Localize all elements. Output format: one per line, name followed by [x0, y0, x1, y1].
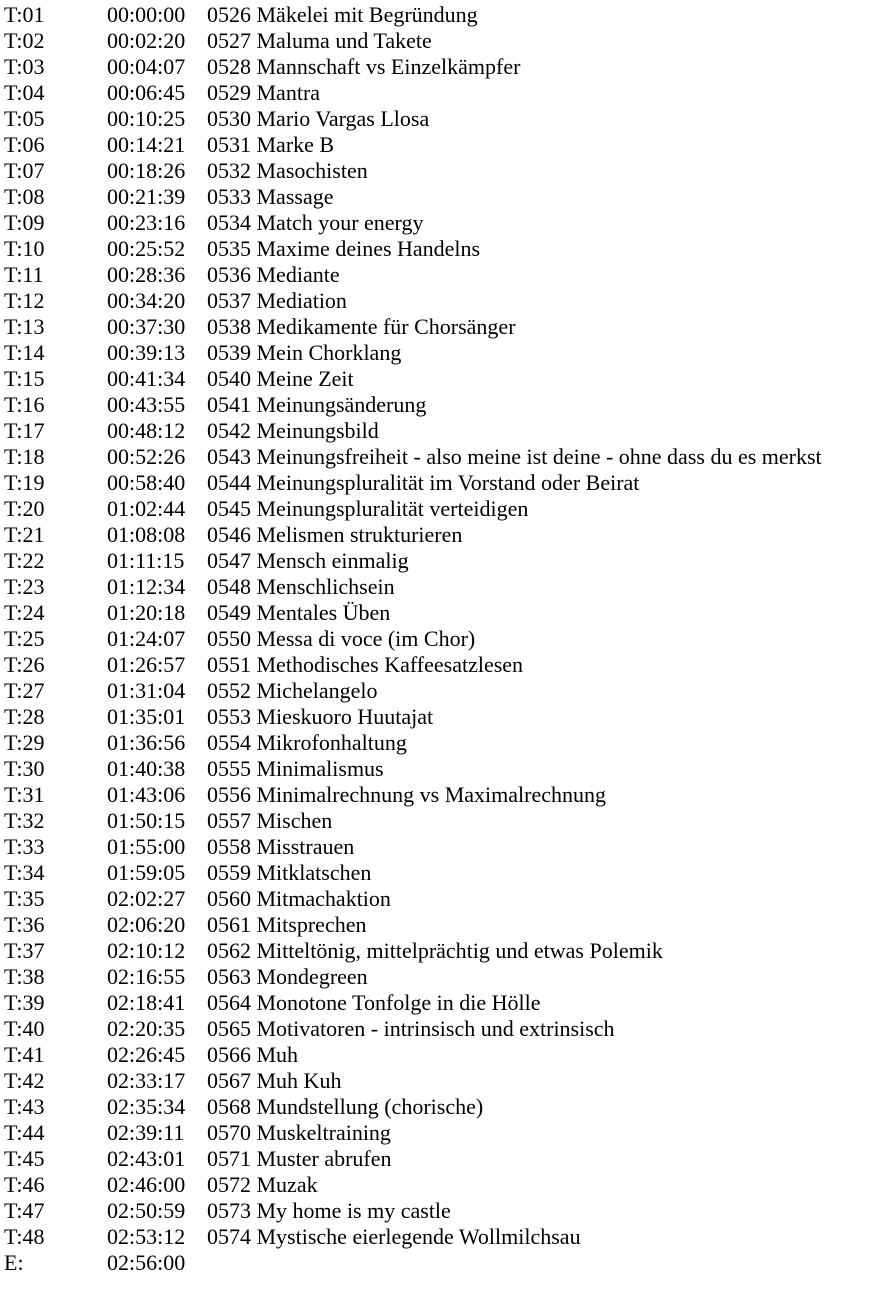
track-title: 0552 Michelangelo [207, 678, 378, 703]
track-row [4, 314, 869, 340]
track-id: T:21 [4, 522, 45, 547]
track-row [4, 652, 869, 678]
track-time: 02:50:59 [107, 1198, 186, 1223]
track-time: 01:31:04 [107, 678, 186, 703]
track-row [4, 28, 869, 54]
track-id: T:14 [4, 340, 45, 365]
track-title: 0543 Meinungsfreiheit - also meine ist deine - ohne dass du es merkst [207, 444, 822, 469]
track-title: 0558 Misstrauen [207, 834, 355, 859]
track-title: 0570 Muskeltraining [207, 1120, 391, 1145]
track-id: T:17 [4, 418, 45, 443]
track-id: T:30 [4, 756, 45, 781]
track-time: 02:53:12 [107, 1224, 186, 1249]
track-row [4, 1016, 869, 1042]
track-time: 00:25:52 [107, 236, 186, 261]
track-time: 02:43:01 [107, 1146, 186, 1171]
track-time: 02:20:35 [107, 1016, 186, 1041]
track-id: E: [4, 1250, 24, 1275]
track-id: T:20 [4, 496, 45, 521]
track-title: 0547 Mensch einmalig [207, 548, 409, 573]
track-time: 00:58:40 [107, 470, 186, 495]
track-row [4, 964, 869, 990]
track-time: 01:40:38 [107, 756, 186, 781]
track-id: T:37 [4, 938, 45, 963]
track-row [4, 704, 869, 730]
track-title: 0571 Muster abrufen [207, 1146, 392, 1171]
track-id: T:43 [4, 1094, 45, 1119]
track-time: 00:00:00 [107, 2, 186, 27]
track-id: T:12 [4, 288, 45, 313]
track-id: T:24 [4, 600, 45, 625]
track-row [4, 730, 869, 756]
track-time: 02:10:12 [107, 938, 186, 963]
track-row [4, 1172, 869, 1198]
track-id: T:07 [4, 158, 45, 183]
track-time: 00:02:20 [107, 28, 186, 53]
track-title: 0562 Mitteltönig, mittelprächtig und etwas Polemik [207, 938, 663, 963]
track-title: 0539 Mein Chorklang [207, 340, 402, 365]
track-title: 0563 Mondegreen [207, 964, 368, 989]
track-title: 0534 Match your energy [207, 210, 424, 235]
track-title: 0541 Meinungsänderung [207, 392, 427, 417]
track-title: 0533 Massage [207, 184, 334, 209]
track-title: 0545 Meinungspluralität verteidigen [207, 496, 529, 521]
track-time: 00:21:39 [107, 184, 186, 209]
track-title: 0561 Mitsprechen [207, 912, 367, 937]
track-row [4, 340, 869, 366]
track-time: 02:56:00 [107, 1250, 186, 1275]
track-time: 01:55:00 [107, 834, 186, 859]
track-time: 02:06:20 [107, 912, 186, 937]
track-title: 0544 Meinungspluralität im Vorstand oder Beirat [207, 470, 640, 495]
track-time: 02:16:55 [107, 964, 186, 989]
track-id: T:02 [4, 28, 45, 53]
track-title: 0531 Marke B [207, 132, 335, 157]
track-row [4, 54, 869, 80]
track-id: T:18 [4, 444, 45, 469]
track-title: 0546 Melismen strukturieren [207, 522, 463, 547]
track-id: T:19 [4, 470, 45, 495]
track-row [4, 1120, 869, 1146]
track-id: T:48 [4, 1224, 45, 1249]
track-title: 0548 Menschlichsein [207, 574, 395, 599]
track-row [4, 496, 869, 522]
track-title: 0554 Mikrofonhaltung [207, 730, 407, 755]
track-row [4, 470, 869, 496]
track-id: T:31 [4, 782, 45, 807]
track-row [4, 834, 869, 860]
track-id: T:03 [4, 54, 45, 79]
track-title: 0566 Muh [207, 1042, 299, 1067]
track-time: 00:39:13 [107, 340, 186, 365]
track-time: 02:46:00 [107, 1172, 186, 1197]
track-id: T:06 [4, 132, 45, 157]
track-time: 02:02:27 [107, 886, 186, 911]
track-title: 0535 Maxime deines Handelns [207, 236, 481, 261]
track-time: 00:06:45 [107, 80, 186, 105]
track-time: 01:08:08 [107, 522, 186, 547]
track-title [207, 1250, 869, 1276]
track-row [4, 2, 869, 28]
track-title: 0560 Mitmachaktion [207, 886, 391, 911]
track-id: T:08 [4, 184, 45, 209]
track-id: T:01 [4, 2, 45, 27]
track-row [4, 80, 869, 106]
track-id: T:38 [4, 964, 45, 989]
track-id: T:28 [4, 704, 45, 729]
track-time: 01:36:56 [107, 730, 186, 755]
track-id: T:25 [4, 626, 45, 651]
track-id: T:45 [4, 1146, 45, 1171]
track-row [4, 236, 869, 262]
track-id: T:15 [4, 366, 45, 391]
track-time: 00:34:20 [107, 288, 186, 313]
track-row [4, 1042, 869, 1068]
track-title: 0572 Muzak [207, 1172, 318, 1197]
track-title: 0542 Meinungsbild [207, 418, 379, 443]
track-time: 00:41:34 [107, 366, 186, 391]
track-id: T:11 [4, 262, 44, 287]
track-id: T:04 [4, 80, 45, 105]
track-time: 01:50:15 [107, 808, 186, 833]
track-id: T:44 [4, 1120, 45, 1145]
track-time: 00:10:25 [107, 106, 186, 131]
track-title: 0565 Motivatoren - intrinsisch und extrinsisch [207, 1016, 615, 1041]
track-title: 0527 Maluma und Takete [207, 28, 432, 53]
track-row [4, 1198, 869, 1224]
track-time: 01:35:01 [107, 704, 186, 729]
track-title: 0567 Muh Kuh [207, 1068, 342, 1093]
track-id: T:42 [4, 1068, 45, 1093]
track-title: 0537 Mediation [207, 288, 347, 313]
track-row [4, 366, 869, 392]
track-title: 0528 Mannschaft vs Einzelkämpfer [207, 54, 521, 79]
track-title: 0536 Mediante [207, 262, 340, 287]
track-id: T:46 [4, 1172, 45, 1197]
track-time: 02:35:34 [107, 1094, 186, 1119]
track-row [4, 938, 869, 964]
track-id: T:29 [4, 730, 45, 755]
track-id: T:35 [4, 886, 45, 911]
track-time: 01:59:05 [107, 860, 186, 885]
track-id: T:27 [4, 678, 45, 703]
track-id: T:36 [4, 912, 45, 937]
track-title: 0573 My home is my castle [207, 1198, 451, 1223]
track-id: T:05 [4, 106, 45, 131]
track-title: 0540 Meine Zeit [207, 366, 354, 391]
track-row [4, 678, 869, 704]
track-row [4, 444, 869, 470]
track-id: T:09 [4, 210, 45, 235]
track-time: 02:39:11 [107, 1120, 185, 1145]
track-time: 02:26:45 [107, 1042, 186, 1067]
track-title: 0530 Mario Vargas Llosa [207, 106, 430, 131]
track-title: 0559 Mitklatschen [207, 860, 372, 885]
track-time: 00:52:26 [107, 444, 186, 469]
track-title: 0551 Methodisches Kaffeesatzlesen [207, 652, 524, 677]
track-row [4, 1146, 869, 1172]
track-time: 00:48:12 [107, 418, 186, 443]
track-title: 0532 Masochisten [207, 158, 368, 183]
track-id: T:26 [4, 652, 45, 677]
track-row [4, 886, 869, 912]
track-row [4, 600, 869, 626]
track-time: 01:02:44 [107, 496, 186, 521]
track-id: T:34 [4, 860, 45, 885]
track-row [4, 860, 869, 886]
track-title: 0564 Monotone Tonfolge in die Hölle [207, 990, 541, 1015]
track-row [4, 1224, 869, 1250]
track-time: 00:37:30 [107, 314, 186, 339]
track-row [4, 262, 869, 288]
track-row [4, 990, 869, 1016]
track-row [4, 288, 869, 314]
track-title: 0538 Medikamente für Chorsänger [207, 314, 516, 339]
track-row [4, 522, 869, 548]
track-id: T:40 [4, 1016, 45, 1041]
track-title: 0526 Mäkelei mit Begründung [207, 2, 478, 27]
track-row [4, 184, 869, 210]
track-row [4, 210, 869, 236]
track-id: T:16 [4, 392, 45, 417]
track-time: 00:43:55 [107, 392, 186, 417]
track-title: 0556 Minimalrechnung vs Maximalrechnung [207, 782, 606, 807]
track-row [4, 132, 869, 158]
track-title: 0529 Mantra [207, 80, 321, 105]
track-row [4, 392, 869, 418]
track-time: 01:43:06 [107, 782, 186, 807]
track-id: T:33 [4, 834, 45, 859]
track-id: T:22 [4, 548, 45, 573]
track-time: 01:12:34 [107, 574, 186, 599]
track-time: 00:28:36 [107, 262, 186, 287]
track-row [4, 1250, 869, 1276]
track-row [4, 418, 869, 444]
track-id: T:47 [4, 1198, 45, 1223]
track-title: 0553 Mieskuoro Huutajat [207, 704, 434, 729]
track-row [4, 626, 869, 652]
track-row [4, 158, 869, 184]
track-row [4, 1068, 869, 1094]
track-id: T:41 [4, 1042, 45, 1067]
track-title: 0574 Mystische eierlegende Wollmilchsau [207, 1224, 581, 1249]
track-title: 0557 Mischen [207, 808, 333, 833]
track-id: T:23 [4, 574, 45, 599]
track-time: 01:26:57 [107, 652, 186, 677]
track-row [4, 1094, 869, 1120]
track-title: 0549 Mentales Üben [207, 600, 391, 625]
track-time: 01:11:15 [107, 548, 185, 573]
track-id: T:39 [4, 990, 45, 1015]
track-row [4, 756, 869, 782]
track-title: 0568 Mundstellung (chorische) [207, 1094, 484, 1119]
track-time: 01:20:18 [107, 600, 186, 625]
track-row [4, 808, 869, 834]
track-id: T:32 [4, 808, 45, 833]
track-row [4, 106, 869, 132]
track-title: 0555 Minimalismus [207, 756, 384, 781]
track-time: 00:14:21 [107, 132, 186, 157]
track-time: 01:24:07 [107, 626, 186, 651]
track-row [4, 912, 869, 938]
track-row [4, 782, 869, 808]
track-id: T:13 [4, 314, 45, 339]
track-time: 02:18:41 [107, 990, 186, 1015]
track-time: 00:23:16 [107, 210, 186, 235]
track-title: 0550 Messa di voce (im Chor) [207, 626, 476, 651]
track-time: 00:04:07 [107, 54, 186, 79]
track-row [4, 574, 869, 600]
track-id: T:10 [4, 236, 45, 261]
track-time: 00:18:26 [107, 158, 186, 183]
track-row [4, 548, 869, 574]
track-time: 02:33:17 [107, 1068, 186, 1093]
